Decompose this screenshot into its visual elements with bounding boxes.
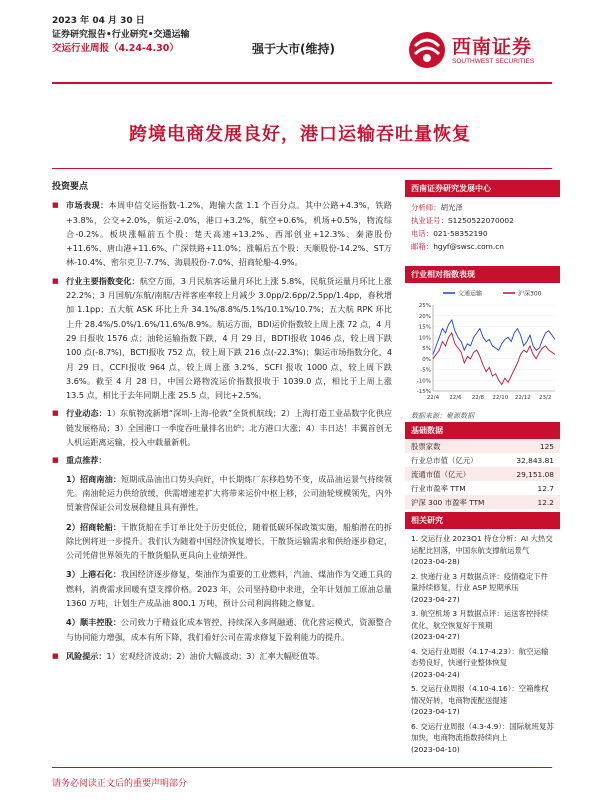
x-tick-label: 22/6 [449,395,462,401]
related-research-section [405,512,560,758]
y-tick-label: 25% [418,303,431,309]
y-tick-label: -5% [420,367,431,374]
row-value: 29,151.08 [516,469,554,479]
bullet-indices [52,274,392,403]
footer-disclaimer: 请务必阅读正文后的重要声明部分 [52,779,188,789]
analyst-info [405,197,560,253]
related-date: (2023-04-27) [411,632,460,641]
report-date: 2023 年 04 月 30 日 [52,16,145,26]
y-tick-label: -15% [416,389,431,395]
related-title: 6. 交运行业周报（4.3-4.9）：国际航班复苏加快，电商物流指数持续向上 [411,721,554,742]
sidebar [405,180,560,253]
chart-header: 行业相对指数表现 [405,266,560,283]
rec-label: 4）顺丰控股： [66,617,122,628]
bullet-text: 1）东航物流新增“深圳-上海-伦敦”全货机航线；2）上海打造工业品数字化供应链发展格局；3）全国港口一季度吞吐量排名出炉；北方港口大涨；4）丰日达！丰翼首创无人机运距离运输，投入中载量新机。 [66,408,392,448]
base-header: 基础数据 [405,422,560,439]
rating: 强于大市(维持) [252,42,335,56]
bullet-text: 本周申信交运指数-1.2%，跑输大盘 1.1 个百分点。其中公路+4.3%，铁路+3.8%，公交+2.0%，航运-2.0%，港口+3.2%，航空+0.6%，机场+0.5%，物流综合-0.2%。板块涨幅前五个股：楚天高速+13.2%、西部创业+12.3%、秦港股份+11.6%、唐山港+11.6%、广深铁路+11.0%；涨幅后五个股：天顺股份-14.2%、ST万林-10.4%、密尔克卫-7.7%、海晨股份-7.0%、招商轮船-4.9%。 [66,200,392,268]
table-row [405,495,560,509]
header-divider [52,82,552,84]
table-row [405,439,560,453]
phone-number: 021-58352190 [433,229,488,238]
related-date: (2023-04-24) [411,669,460,679]
y-tick-label: 10% [418,335,431,342]
bullet-label: 市场表现： [66,200,109,211]
cert-number: S1250522070002 [447,216,514,225]
related-title: 3. 航空机场 3 月数据点评：运送客控持续优化，航空恢复好于预期 [411,609,549,630]
base-data-section [405,422,560,509]
row-value: 32,843.81 [516,455,554,465]
rec-text: 短期成品油出口势头向好，中长期炼厂东移趋势不变，成品油运景气持续领先。南油轮运力供给放缓，供需增速差扩大将带来运价中枢上移，公司油轮规模领先，内外贸兼营保证公司发展稳健且具有弹性。 [66,473,392,513]
list-item[interactable] [411,533,554,568]
bullet-label: 风险提示： [66,650,107,661]
x-tick-label: 22/8 [471,395,485,401]
analyst-label: 分析师： [411,203,441,212]
logo-english: SOUTHWEST SECURITIES [452,58,535,65]
rec-item [66,615,392,644]
investment-summary [52,180,392,667]
table-row [405,481,560,495]
rec-item [66,567,392,610]
header-meta [52,14,190,56]
related-header: 相关研究 [405,512,560,529]
summary-heading: 投资要点 [52,182,89,192]
bullet-text: 航空方面，3 月民航客运量月环比上涨 5.8%，民航货运量月环比上涨 22.2%；3 月国航/东航/南航/吉祥客座率较上月减少 3.0pp/2.6pp/2.5pp/1.4pp，春秋增加 1.1pp；五大航 ASK 环比上升 34.1%/8.8%/5.1%/10.1%/10.7%；五大航 RPK 环比上升 28.4%/5.0%/1.6%/11.6%/8.9%。航运方面，BDI运价指数较上周上涨 72 点，4 月 29 日报收 1576 点；油轮运输指数下跌，4 月 29 日，BDTI报收 1046 点，较上周下跌 100 点(-8.7%)，BCTI报收 752 点，较上周下跌 216 点(-22.3%)；集运市场指数分化，4 月 29 日，CCFI报收 964 点，较上周上涨 3.2%，SCFI 报收 1000 点，较上周下跌 3.6%。截至 4 月 28 日，中国公路物流运价指数报收于 1039.0 点，相比于上周上涨 13.5 点，相比于去年同期上涨 25.5 点，同比+2.5%。 [66,275,392,401]
bullet-news [52,406,392,449]
related-date: (2023-04-28) [411,557,460,566]
legend-label: 交通运输 [458,290,483,298]
y-tick-label: 15% [418,324,431,331]
rec-text: 我国经济逐步修复，柴油作为重要的工业燃料，汽油、煤油作为交通工具的燃料，消费需求回暖有望支撑价格。2023 年，公司坚持稳中求进，全年计划加工原油总量 1360 万吨，计划生产成品油 800.1 万吨，预计公司利润将随之修复。 [66,569,392,609]
chart-section [405,266,560,423]
related-title: 4. 交运行业周报（4.17-4.23）：航空运输态势良好，快递行业整体恢复 [411,646,549,667]
team-header: 西南证券研究发展中心 [405,180,560,197]
logo-text: 西南证券 [452,36,533,58]
rec-label: 3）上港石化： [66,569,122,580]
related-title: 1. 交运行业 2023Q1 持仓分析：AI 大热交运配比回落，中国东航支撑航运景气 [411,534,553,555]
x-tick-label: 23/2 [539,395,552,401]
email-address: hgyf@swsc.com.cn [433,242,504,251]
phone-label: 电话： [411,229,434,238]
rec-item [66,472,392,515]
x-tick-label: 22/10 [492,395,509,401]
related-date: (2023-04-10) [411,744,460,754]
page-title: 跨境电商发展良好，港口运输吞吐量恢复 [129,124,471,145]
row-value: 12.2 [537,497,554,507]
table-row [405,467,560,481]
y-tick-label: -10% [416,378,431,385]
x-tick-label: 22/12 [514,395,531,401]
title-divider [52,168,552,169]
chart-box [405,283,560,409]
bullet-recommend [52,453,392,467]
list-item[interactable] [411,683,554,718]
rec-label: 1）招商南油： [66,473,122,484]
row-key: 股票家数 [411,441,441,451]
related-date: (2023-04-17) [411,707,460,716]
chart-source: 数据来源：聚源数据 [411,412,474,420]
row-value: 12.7 [537,483,554,493]
bullet-text: 1）宏观经济波动；2）油价大幅波动；3）汇率大幅贬值等。 [106,650,325,661]
list-item[interactable] [411,571,554,606]
report-weekly: 交运行业周报（4.24-4.30） [52,43,179,54]
rec-item [66,520,392,563]
table-row [405,453,560,467]
rec-label: 2）招商轮船： [66,521,122,532]
y-tick-label: 20% [418,313,431,320]
related-date: (2023-04-27) [411,594,460,604]
cert-label: 执业证号： [411,216,448,225]
related-title: 2. 快递行业 3 月数据点评：疫情稳定下件量持续修复，行业 ASP 短期承压 [411,571,549,592]
related-list [405,529,560,755]
rec-text: 公司致力于精益化成本管控，持续深入多网融通、优化营运模式，资源整合与协同能力增强，成本有所下降，我们看好公司在需求修复下盈利能力的提升。 [66,617,392,642]
related-title: 5. 交运行业周报（4.10-4.16）：空箱维权情况好转，电商物流配送提速 [411,684,549,705]
footer-divider [52,767,552,768]
bullet-label: 行业主要指数变化： [66,275,140,286]
company-logo [405,28,555,74]
row-key: 行业市盈率 TTM [411,483,466,493]
legend-label: 沪深300 [518,290,542,298]
y-tick-label: 5% [422,346,431,352]
report-series: 证券研究报告•行业研究•交通运输 [52,30,190,40]
row-key: 沪深 300 市盈率 TTM [411,497,485,507]
row-key: 流通市值（亿元） [411,469,471,479]
bullet-risk [52,649,392,663]
bullet-market [52,198,392,269]
analyst-name: 胡光泽 [440,203,463,212]
list-item[interactable] [411,721,554,756]
bullet-label: 行业动态： [66,408,107,419]
x-tick-label: 22/4 [426,395,440,401]
logo-emblem-icon [405,28,449,72]
email-label: 邮箱： [411,242,434,251]
list-item[interactable] [411,646,554,681]
bullet-label: 重点推荐： [66,455,107,466]
row-value: 125 [539,441,554,451]
list-item[interactable] [411,608,554,643]
y-tick-label: 0% [422,356,431,363]
base-data-table [405,439,560,509]
rec-text: 干散货船在手订单比处于历史低位，随着低碳环保政策实施，船舶潜在的拆除比例将进一步提升。我们认为随着中国经济恢复增长，干散货运输需求和供给逐步稳定，公司凭借世界领先的干散货船队更具向上业绩弹性。 [66,521,392,561]
row-key: 行业总市值（亿元） [411,455,478,465]
relative-index-chart [405,283,560,407]
